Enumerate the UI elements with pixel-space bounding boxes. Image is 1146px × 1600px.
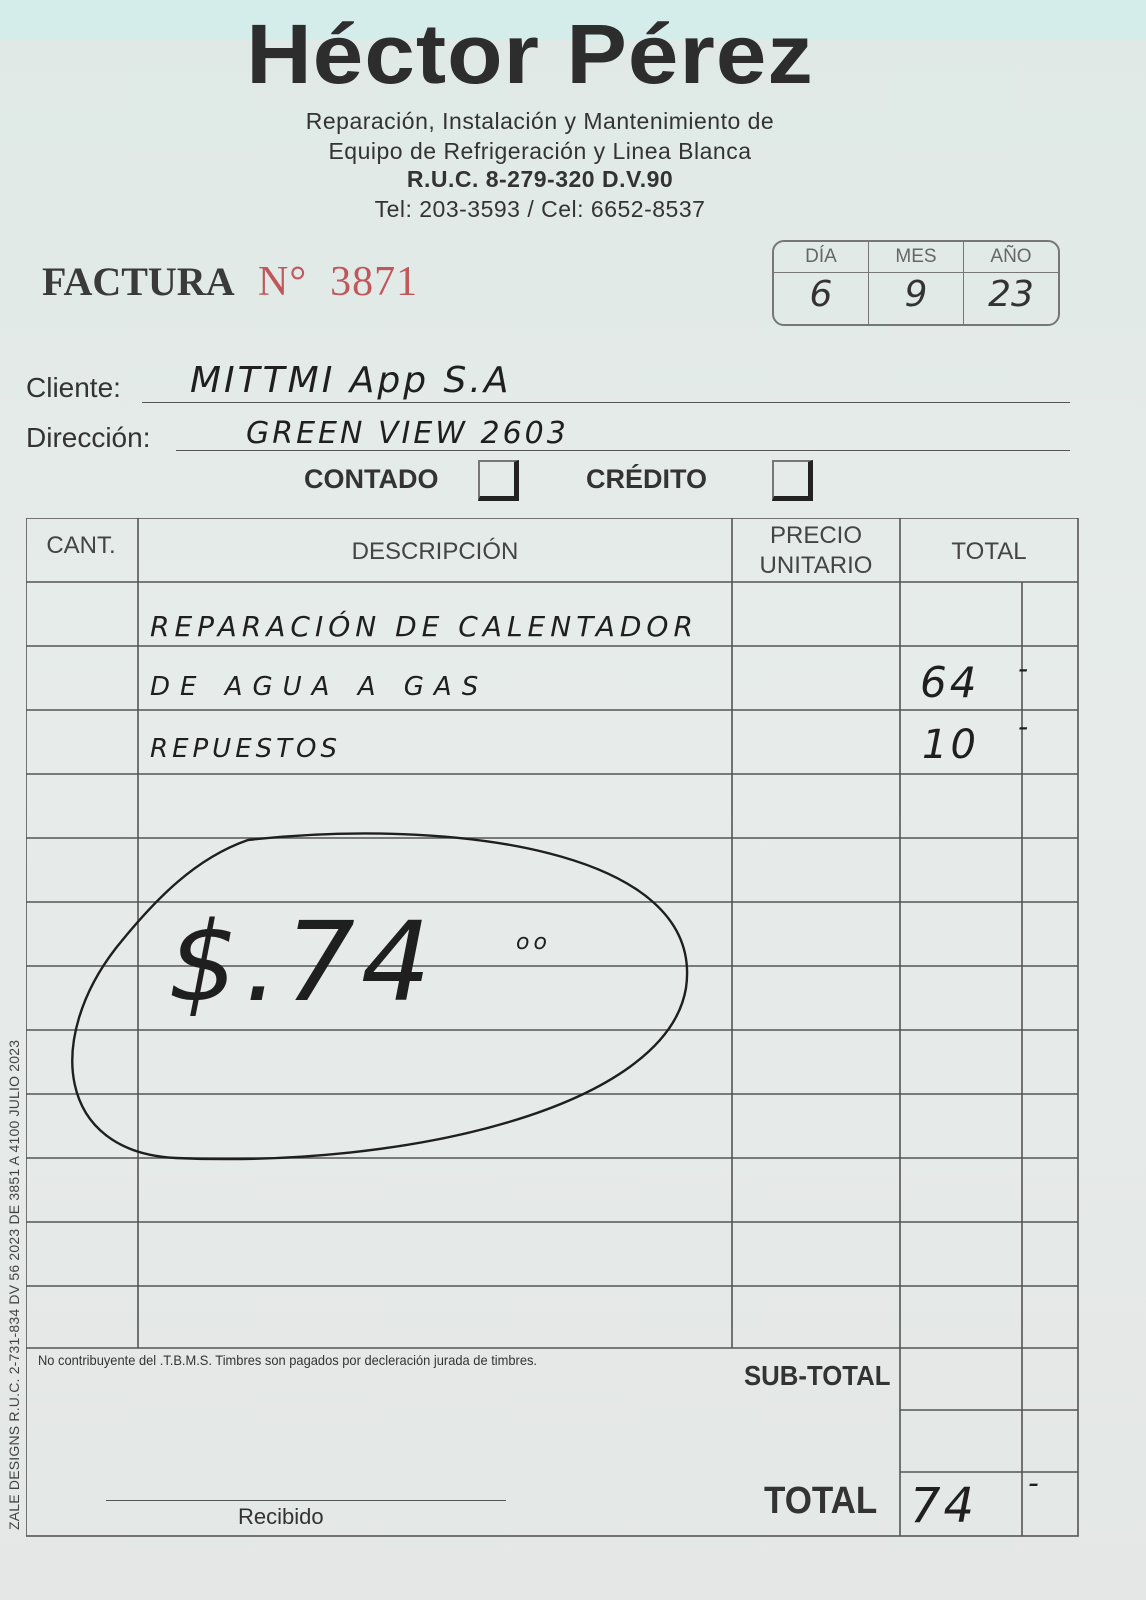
cash-checkbox[interactable] (478, 460, 519, 501)
item-description: REPARACIÓN DE CALENTADOR (150, 610, 698, 643)
tax-note: No contribuyente del .T.B.M.S. Timbres son pagados por decleración jurada de timbres. (38, 1352, 537, 1368)
credit-label: CRÉDITO (586, 464, 708, 494)
year-label: AÑO (990, 246, 1032, 267)
col-header-qty: CANT. (46, 532, 116, 559)
item-description: REPUESTOS (150, 734, 341, 764)
circled-amount: $.74 (168, 898, 437, 1026)
credit-checkbox[interactable] (772, 460, 813, 501)
total-cents: - (1028, 1466, 1042, 1501)
item-cents: - (1018, 652, 1032, 685)
printer-imprint: ZALE DESIGNS R.U.C. 2-731-834 DV 56 2023 DE 3851 A 4100 JULIO 2023 (6, 1039, 22, 1530)
day-label: DÍA (805, 246, 837, 267)
col-header-total: TOTAL (951, 538, 1027, 565)
month-value: 9 (904, 274, 928, 315)
total-label: TOTAL (764, 1480, 878, 1522)
client-value: MITTMI App S.A (190, 360, 512, 401)
tagline-line-1: Reparación, Instalación y Mantenimiento de (305, 108, 775, 134)
col-header-unit-price-2: UNITARIO (759, 552, 873, 579)
item-cents: - (1018, 710, 1032, 743)
business-name: Héctor Pérez (246, 7, 814, 101)
total-value: 74 (910, 1478, 978, 1534)
signature-line (106, 1500, 506, 1501)
item-total: 10 (922, 722, 979, 768)
address-label: Dirección: (26, 422, 151, 453)
received-label: Recibido (238, 1504, 324, 1529)
subtotal-label: SUB-TOTAL (744, 1360, 891, 1391)
tagline-line-2: Equipo de Refrigeración y Linea Blanca (328, 138, 752, 164)
cash-label: CONTADO (304, 464, 439, 494)
invoice-number (258, 258, 418, 306)
client-underline (142, 402, 1070, 403)
circled-amount-cents: oo (516, 930, 551, 955)
client-label: Cliente: (26, 372, 121, 403)
address-value: GREEN VIEW 2603 (246, 416, 569, 451)
invoice-label: FACTURA (42, 259, 235, 304)
col-header-unit-price-1: PRECIO (769, 522, 862, 549)
invoice-number-prefix: N° (258, 259, 308, 305)
ruc-number: R.U.C. 8-279-320 D.V.90 (406, 166, 674, 192)
item-description: DE AGUA A GAS (150, 672, 489, 702)
invoice-number-value: 3871 (330, 259, 419, 305)
date-header-divider (774, 272, 1058, 273)
month-label: MES (895, 246, 937, 267)
phone-numbers: Tel: 203-3593 / Cel: 6652-8537 (374, 196, 706, 222)
day-value: 6 (809, 274, 833, 315)
year-value: 23 (988, 274, 1034, 315)
col-header-description: DESCRIPCIÓN (351, 538, 519, 565)
item-total: 64 (920, 658, 980, 707)
date-box (772, 240, 1060, 326)
